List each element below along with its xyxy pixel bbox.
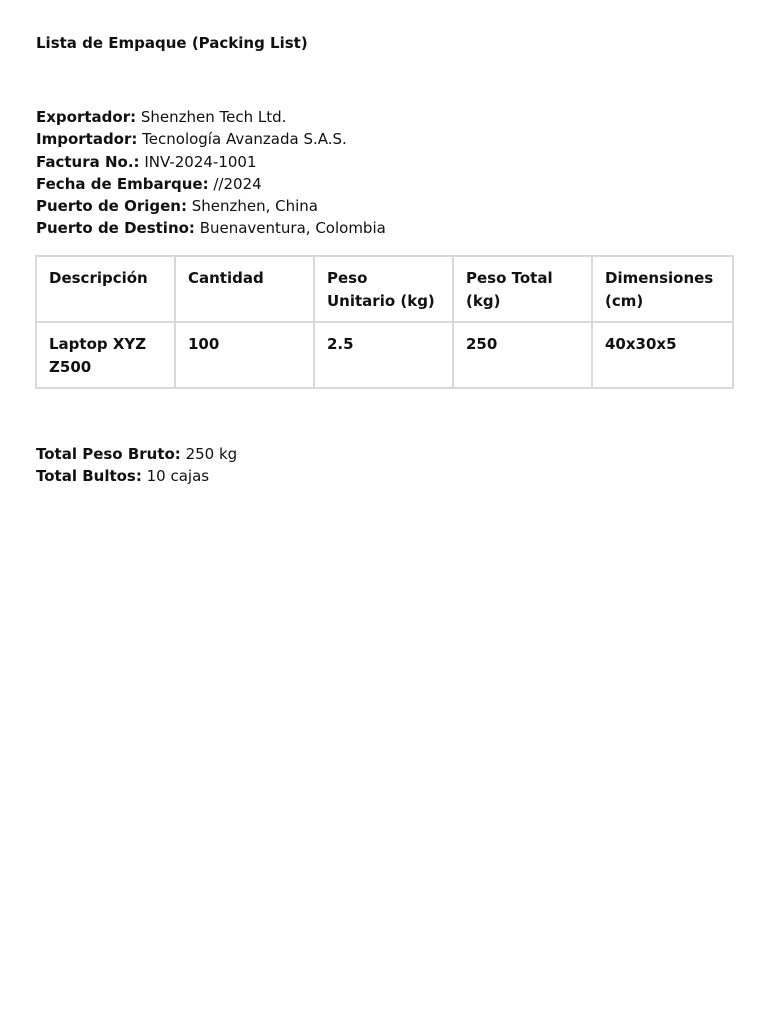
detail-value: Shenzhen Tech Ltd. xyxy=(140,108,287,126)
total-label: Total Bultos: xyxy=(36,467,142,486)
total-packages xyxy=(36,465,237,487)
cell-dimensions: 40x30x5 xyxy=(592,322,733,388)
cell-description: Laptop XYZ Z500 xyxy=(36,322,175,388)
column-header-description: Descripción xyxy=(36,256,175,322)
column-header-total-weight: Peso Total (kg) xyxy=(453,256,592,322)
detail-value: INV-2024-1001 xyxy=(144,152,257,171)
column-header-dimensions: Dimensiones (cm) xyxy=(592,256,733,322)
detail-invoice-number xyxy=(36,151,386,173)
shipment-details xyxy=(36,106,386,240)
detail-label: Exportador: xyxy=(36,108,137,126)
detail-label: Fecha de Embarque: xyxy=(36,174,209,193)
total-value: 10 cajas xyxy=(146,467,210,486)
packing-table xyxy=(35,255,734,389)
detail-label: Puerto de Destino: xyxy=(36,219,195,238)
detail-shipment-date xyxy=(36,173,386,195)
table-header-row xyxy=(36,256,733,322)
detail-origin-port xyxy=(36,195,386,217)
total-value: 250 kg xyxy=(185,445,238,463)
detail-value: Shenzhen, China xyxy=(191,197,318,216)
total-gross-weight xyxy=(36,443,237,465)
detail-destination-port xyxy=(36,217,386,239)
table-row xyxy=(36,322,733,388)
detail-value: Tecnología Avanzada S.A.S. xyxy=(142,130,347,149)
detail-exporter xyxy=(36,106,386,128)
detail-value: Buenaventura, Colombia xyxy=(199,219,386,238)
totals-section xyxy=(36,443,237,488)
cell-unit-weight: 2.5 xyxy=(314,322,453,388)
column-header-quantity: Cantidad xyxy=(175,256,314,322)
detail-value: //2024 xyxy=(213,174,262,193)
detail-importer xyxy=(36,128,386,150)
total-label: Total Peso Bruto: xyxy=(36,445,181,463)
detail-label: Importador: xyxy=(36,130,138,149)
cell-quantity: 100 xyxy=(175,322,314,388)
detail-label: Factura No.: xyxy=(36,152,140,171)
cell-total-weight: 250 xyxy=(453,322,592,388)
column-header-unit-weight: Peso Unitario (kg) xyxy=(314,256,453,322)
document-title: Lista de Empaque (Packing List) xyxy=(36,34,308,52)
detail-label: Puerto de Origen: xyxy=(36,197,187,216)
